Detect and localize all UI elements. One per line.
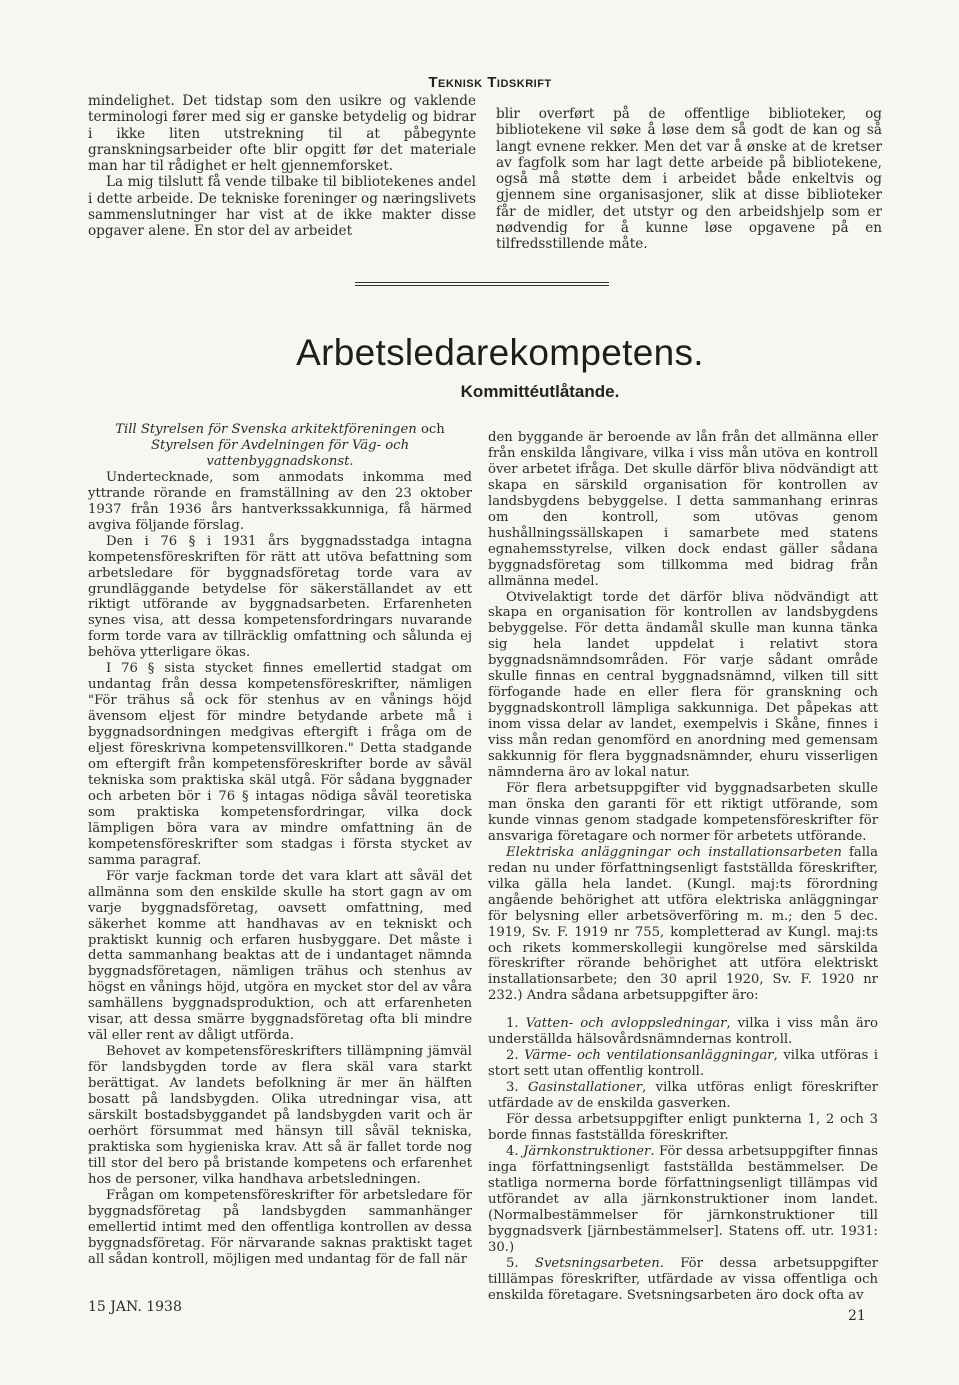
paragraph: För flera arbetsuppgifter vid byggnadsarbeten skulle man önska den garanti för ett riktigt utförande, som kunde vinnas genom stadgade kompetensföreskrifter för ansvariga företagare och normer för arbetets utförande. <box>488 780 878 844</box>
article-title: Arbetsledarekompetens. <box>296 332 704 373</box>
paragraph: blir overført på de offentlige biblioteker, og bibliotekene vil søke å løse dem så godt de kan og så langt evnene rekker. Men det var å ønske at de kretser av fagfolk som har lagt dette arbeide på bibliotekene, også må støtte dem i arbeidet både enkeltvis og gjennem sine organisasjoner, slik at disse biblioteker får de midler, det utstyr og den arbeidshjelp som er nødvendig for å kunne løse opgavene på en tilfredsstillende måte. <box>496 106 882 253</box>
spacer <box>488 1004 878 1016</box>
paragraph: I 76 § sista stycket finnes emellertid stadgat om undantag från dessa kompetensföreskrifter, nämligen "För trähus så ock för stenhus av en vånings höjd ävensom eljest för mindre betydande arbete må i byggnadsordningen medgivas eftergift i fråga om de eljest föreskrivna kompetensvillkoren." Detta stadgande om eftergift från kompetensföreskrifter borde av såväl tekniska som praktiska skäl utgå. För sådana byggnader och arbeten bör i 76 § intagas nödiga såväl teoretiska som praktiska kompetensfordringar, vilka dock lämpligen böra vara av mindre omfattning än de kompetensföreskrifter som stadgas i första stycket av samma paragraf. <box>88 661 472 868</box>
list-text: . För dessa arbetsuppgifter finnas inga författningsenligt fastställda bestämmelser. De statliga normerna borde författningsenligt tillämpas vid utförandet av alla järnkonstruktioner inom landet. (Normalbestämmelser för järnkonstruktioner till byggnadsverk [järnbestämmelser]. Statens off. utr. 1931: 30.) <box>488 1143 878 1255</box>
paragraph: Den i 76 § i 1931 års byggnadsstadga intagna kompetensföreskriften för rätt att utöva befattning som arbetsledare för byggnadsföretag torde vara av grundläggande betydelse för säkerställandet av ett riktigt utförande av byggnadsarbeten. Erfarenheten synes visa, att dessa kompetensfordringars nuvarande form torde vara av tillräcklig omfattning och sålunda ej behöva ytterligare ökas. <box>88 533 472 661</box>
list-number: 5. <box>506 1255 535 1271</box>
paragraph: La mig tilslutt få vende tilbake til bibliotekenes andel i dette arbeide. De tekniske foreninger og næringslivets sammenslutninger har vist at de ikke makter disse opgaver alene. En stor del av arbeidet <box>88 174 476 240</box>
paragraph: För varje fackman torde det vara klart att såväl det allmänna som den enskilde skulle ha stort gagn av om varje byggnadsföretag, oavsett omfattning, med säkerhet komme att handhavas av en tekniskt och praktiskt kunnig och erfaren husbyggare. Det måste i detta sammanhang beaktas att de i undantaget nämnda byggnadsföretagen, nämligen trähus och stenhus av högst en vånings höjd, utgöra en mycket stor del av våra samhällens byggnadsproduktion, och att erfarenheten visar, att dessa smärre byggnadsföretag ofta bli mindre väl eller rent av dåligt utförda. <box>88 868 472 1044</box>
list-text: , vilka i viss mån äro underställda hälsovårdsnämndernas kontroll. <box>488 1016 878 1048</box>
list-text: . För dessa arbetsuppgifter tilllämpas föreskrifter, utfärdade av vissa offentliga och enskilda företagare. Svetsningsarbeten äro dock ofta av <box>488 1255 879 1303</box>
article-left-column <box>88 422 472 1268</box>
emphasis: Värme- och ventilationsanläggningar <box>524 1048 774 1064</box>
list-item <box>488 1016 878 1048</box>
issue-date: 15 JAN. 1938 <box>88 1299 182 1315</box>
paragraph: mindelighet. Det tidstap som den usikre og vaklende terminologi fører med sig er ganske betydelig og bidrar i ikke liten utstrekning til at påbegynte granskningsarbeider ofte blir opgitt før det materiale man har til rådighet er helt gjennemforsket. <box>88 93 476 175</box>
addressee <box>88 422 472 470</box>
list-number: 2. <box>506 1048 525 1064</box>
paragraph: Otvivelaktigt torde det därför bliva nödvändigt att skapa en organisation för kontrollen av landsbygdens bebyggelse. För detta ändamål skulle man kunna tänka sig hela landet uppdelat i relativt stora byggnadsnämndsområden. För varje sådant område skulle finnas en central byggnadsnämnd, vilken till sitt förfogande hade en eller flera för granskning och byggnadskontroll lämpliga sakkunniga. Det påpekas att inom vissa delar av landet, exempelvis i Skåne, finnes i viss mån redan genomförd en anordning med gemensam sakkunnig för flera byggnadsnämnder, ehuru visserligen nämnderna äro av lokal natur. <box>488 589 878 781</box>
top-right-column <box>496 106 882 253</box>
paragraph: För dessa arbetsuppgifter enligt punkterna 1, 2 och 3 borde finnas fastställda föreskrifter. <box>488 1112 878 1143</box>
list-text: , vilka utföras i stort sett utan offentlig kontroll. <box>488 1048 878 1080</box>
list-number: 4. <box>506 1143 524 1159</box>
emphasis: Vatten- och avloppsledningar <box>525 1016 727 1032</box>
list-number: 1. <box>506 1016 526 1032</box>
emphasis: Gasinstallationer <box>527 1080 643 1096</box>
list-number: 3. <box>506 1080 528 1096</box>
addressee-conjunction: och <box>416 422 445 437</box>
list-item <box>488 1256 878 1304</box>
emphasis: Järnkonstruktioner <box>523 1143 651 1159</box>
paragraph: den byggande är beroende av lån från det allmänna eller från enskilda långivare, vilka i viss mån utöva en kontroll över arbetet ifråga. Det skulle därför bliva nödvändigt att skapa en särskild organisation för kontrollen av landsbygdens bebyggelse. I detta sammanhang erinras om den kontroll, som utövas genom hushållningssällskapen i samarbete med statens egnahemsstyrelse, vilken dock endast gäller sådana byggnadsföretag som tillkomma med bidrag från allmänna medel. <box>488 430 878 589</box>
list-item <box>488 1080 878 1112</box>
paragraph: Undertecknade, som anmodats inkomma med yttrande rörande en framställning av den 23 oktober 1937 från 1936 års hantverkssakkunniga, få härmed avgiva följande förslag. <box>88 469 472 533</box>
journal-masthead: Teknisk Tidskrift <box>428 74 552 91</box>
list-item <box>488 1144 878 1256</box>
paragraph-text: falla redan nu under författningsenligt fastställda föreskrifter, vilka gälla hela landet. (Kungl. maj:ts förordning angående behörighet att utföra elektriska anläggningar för belysning eller arbetsöverföring m. m.; den 5 dec. 1919, Sv. F. 1919 nr 755, kompletterad av Kungl. maj:ts och rikets kommerskollegii kungörelse med särskilda föreskrifter rörande behörighet att utföra elektriskt installationsarbete; den 30 april 1920, Sv. F. 1920 nr 232.) Andra sådana arbetsuppgifter äro: <box>488 844 878 1004</box>
top-left-column <box>88 93 476 240</box>
paragraph: Behovet av kompetensföreskrifters tillämpning jämväl för landsbygden torde av flera skäl vara starkt berättigat. Av landets befolkning är mer än hälften bosatt på landsbygden. Olika utredningar visa, att särskilt bostadsbyggandet på landsbygden varit och är oerhört försummat med hänsyn till såväl tekniska, praktiska som hygieniska krav. Att så är fallet torde nog till stor del bero på bristande kompetens och erfarenhet hos de personer, vilka handhava arbetsledningen. <box>88 1044 472 1187</box>
article-right-column <box>488 430 878 1303</box>
paragraph: Frågan om kompetensföreskrifter för arbetsledare för byggnadsföretag på landsbygden sammanhänger emellertid intimt med den offentliga kontrollen av dessa byggnadsföretag. För närvarande saknas praktiskt taget all sådan kontroll, möjligen med undantag för de fall när <box>88 1187 472 1267</box>
list-item <box>488 1048 878 1080</box>
article-subtitle: Kommittéutlåtande. <box>460 382 620 401</box>
section-divider <box>355 282 609 286</box>
addressee-line1: Till Styrelsen för Svenska arkitektföreningen <box>115 422 417 437</box>
addressee-line2: Styrelsen för Avdelningen för Väg- och vattenbyggnadskonst. <box>150 437 410 469</box>
emphasis: Svetsningsarbeten <box>534 1255 660 1271</box>
list-text: , vilka utföras enligt föreskrifter utfärdade av de enskilda gasverken. <box>488 1080 879 1112</box>
paragraph <box>488 845 878 1005</box>
page-number: 21 <box>848 1308 866 1324</box>
emphasis: Elektriska anläggningar och installationsarbeten <box>506 844 842 860</box>
